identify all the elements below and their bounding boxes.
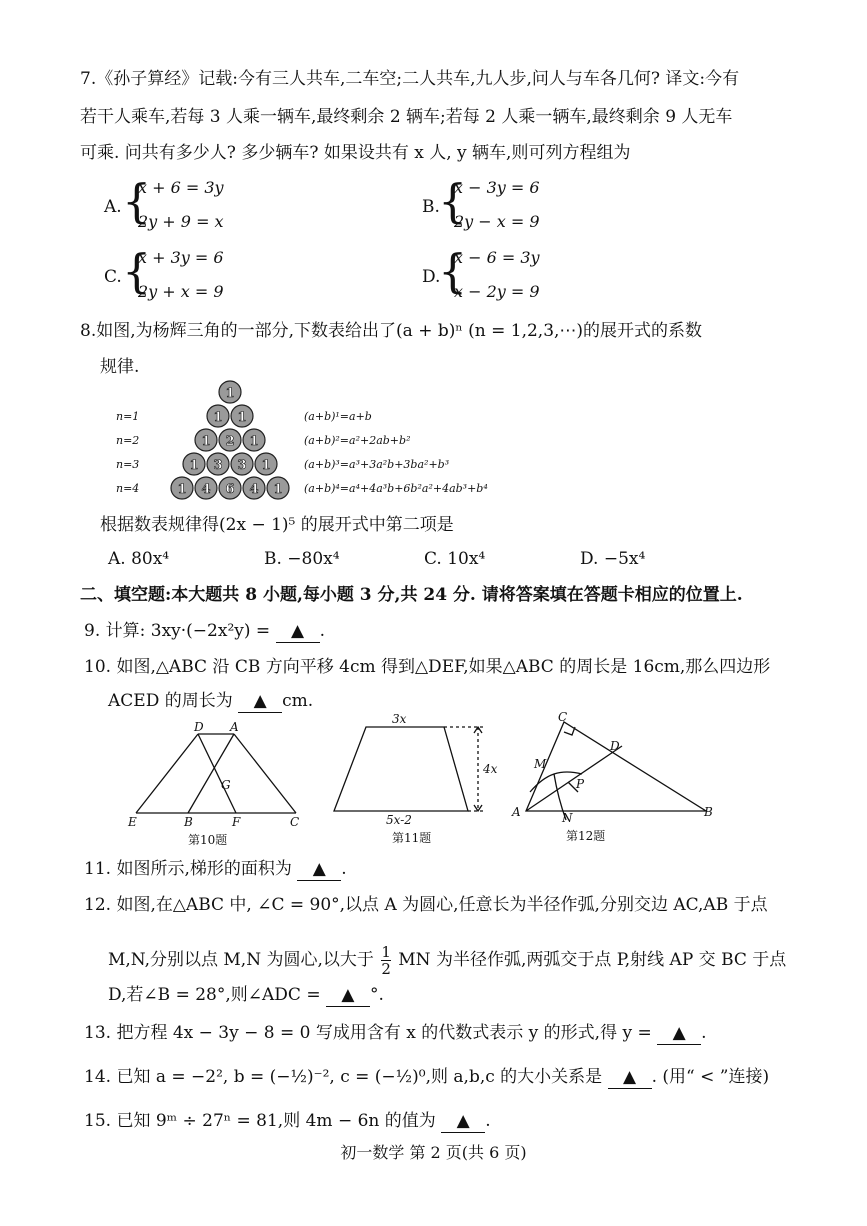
q15: 15. 已知 9ᵐ ÷ 27ⁿ = 81,则 4m − 6n 的值为 ▲ .	[84, 1111, 491, 1131]
q12-line3: D,若∠B = 28°,则∠ADC = ▲ °.	[108, 985, 384, 1005]
label-c: C	[558, 710, 568, 724]
q11: 11. 如图所示,梯形的面积为 ▲ .	[84, 859, 347, 879]
q13: 13. 把方程 4x − 3y − 8 = 0 写成用含有 x 的代数式表示 y 的形式,得 y = ▲ .	[84, 1023, 707, 1043]
label-c: C	[290, 815, 300, 829]
pascal-coefficient: 1	[177, 482, 187, 497]
q8-question: 根据数表规律得(2x − 1)⁵ 的展开式中第二项是	[100, 515, 454, 535]
pascal-triangle-figure	[110, 380, 610, 500]
q8-line2: 规律.	[100, 357, 140, 377]
brace: {	[438, 174, 468, 228]
q10-line2: ACED 的周长为 ▲ cm.	[108, 691, 314, 711]
label-top: 3x	[392, 712, 407, 726]
caption: 第12题	[566, 829, 606, 843]
label-a: A	[512, 805, 521, 819]
pascal-coefficient: 3	[213, 458, 223, 473]
caption: 第10题	[188, 833, 228, 847]
pascal-coefficient: 1	[273, 482, 283, 497]
pascal-coefficient: 1	[261, 458, 271, 473]
pascal-coefficient: 4	[249, 482, 259, 497]
answer-blank: ▲	[326, 984, 370, 1007]
section-heading: 二、填空题:本大题共 8 小题,每小题 3 分,共 24 分. 请将答案填在答题卡相应的位置上.	[80, 585, 743, 605]
expansion-formula: (a+b)³=a³+3a²b+3ba²+b³	[304, 458, 450, 471]
fraction: $\frac{1}{2}$	[381, 943, 391, 978]
brace: {	[122, 174, 152, 228]
brace: {	[438, 244, 468, 298]
q12-line2: M,N,分别以点 M,N 为圆心,以大于 $\frac{1}{2}$ MN 为半径作弧,两弧交于点 P,射线 AP 交 BC 于点	[108, 943, 787, 978]
answer-blank: ▲	[657, 1022, 701, 1045]
answer-blank: ▲	[608, 1066, 652, 1089]
pascal-coefficient: 1	[201, 434, 211, 449]
pascal-coefficient: 1	[237, 410, 247, 425]
label-f: F	[232, 815, 241, 829]
q9: 9. 计算: 3xy·(−2x²y) = ▲ .	[84, 621, 325, 641]
page-footer: 初一数学 第 2 页(共 6 页)	[340, 1143, 527, 1162]
q10-line1: 10. 如图,△ABC 沿 CB 方向平移 4cm 得到△DEF,如果△ABC 的周长是 16cm,那么四边形	[84, 657, 771, 677]
row-label: n=3	[116, 458, 140, 471]
answer-blank: ▲	[238, 690, 282, 713]
figure-12	[510, 708, 720, 848]
q8-option-d: D. −5x⁴	[580, 549, 646, 569]
label-g: G	[221, 778, 231, 792]
pascal-coefficient: 2	[225, 434, 235, 449]
q8-line1: 8.如图,为杨辉三角的一部分,下数表给出了(a + b)ⁿ (n = 1,2,3,⋯)的展开式的系数	[80, 321, 703, 341]
pascal-coefficient: 1	[249, 434, 259, 449]
row-label: n=2	[116, 434, 140, 447]
answer-blank: ▲	[441, 1110, 485, 1133]
label-height: 4x	[483, 762, 498, 776]
row-label: n=1	[116, 410, 140, 423]
q7-line2: 若干人乘车,若每 3 人乘一辆车,最终剩余 2 辆车;若每 2 人乘一辆车,最终剩余 9 人无车	[80, 107, 733, 127]
label-n: N	[562, 811, 573, 825]
expansion-formula: (a+b)²=a²+2ab+b²	[304, 434, 411, 447]
answer-blank: ▲	[276, 620, 320, 643]
pascal-coefficient: 4	[201, 482, 211, 497]
pascal-top-value: 1	[225, 386, 235, 401]
q14: 14. 已知 a = −2², b = (−½)⁻², c = (−½)⁰,则 a,b,c 的大小关系是 ▲ . (用“ < ”连接)	[84, 1067, 770, 1087]
pascal-coefficient: 6	[225, 482, 235, 497]
brace: {	[122, 244, 152, 298]
label-d: D	[194, 720, 204, 734]
q8-option-b: B. −80x⁴	[264, 549, 340, 569]
label-a: A	[230, 720, 239, 734]
q7-line3: 可乘. 问共有多少人? 多少辆车? 如果设共有 x 人, y 辆车,则可列方程组为	[80, 143, 631, 163]
label-bottom: 5x-2	[386, 813, 412, 827]
pascal-coefficient: 1	[213, 410, 223, 425]
q8-option-c: C. 10x⁴	[424, 549, 486, 569]
answer-blank: ▲	[297, 858, 341, 881]
q12-line1: 12. 如图,在△ABC 中, ∠C = 90°,以点 A 为圆心,任意长为半径作弧,分别交边 AC,AB 于点	[84, 895, 768, 915]
row-label: n=4	[116, 482, 140, 495]
pascal-coefficient: 3	[237, 458, 247, 473]
q8-option-a: A. 80x⁴	[108, 549, 170, 569]
pascal-coefficient: 1	[189, 458, 199, 473]
label-p: P	[576, 777, 585, 791]
figure-10	[118, 720, 318, 860]
expansion-formula: (a+b)⁴=a⁴+4a³b+6b²a²+4ab³+b⁴	[304, 482, 488, 495]
label-m: M	[534, 757, 547, 771]
caption: 第11题	[392, 831, 432, 845]
figure-11	[328, 708, 508, 848]
label-d: D	[610, 739, 620, 753]
expansion-formula: (a+b)¹=a+b	[304, 410, 372, 423]
label-b: B	[704, 805, 713, 819]
label-b: B	[184, 815, 193, 829]
label-e: E	[128, 815, 137, 829]
q7-line1: 7.《孙子算经》记载:今有三人共车,二车空;二人共车,九人步,问人与车各几何? 译文:今有	[80, 69, 740, 89]
